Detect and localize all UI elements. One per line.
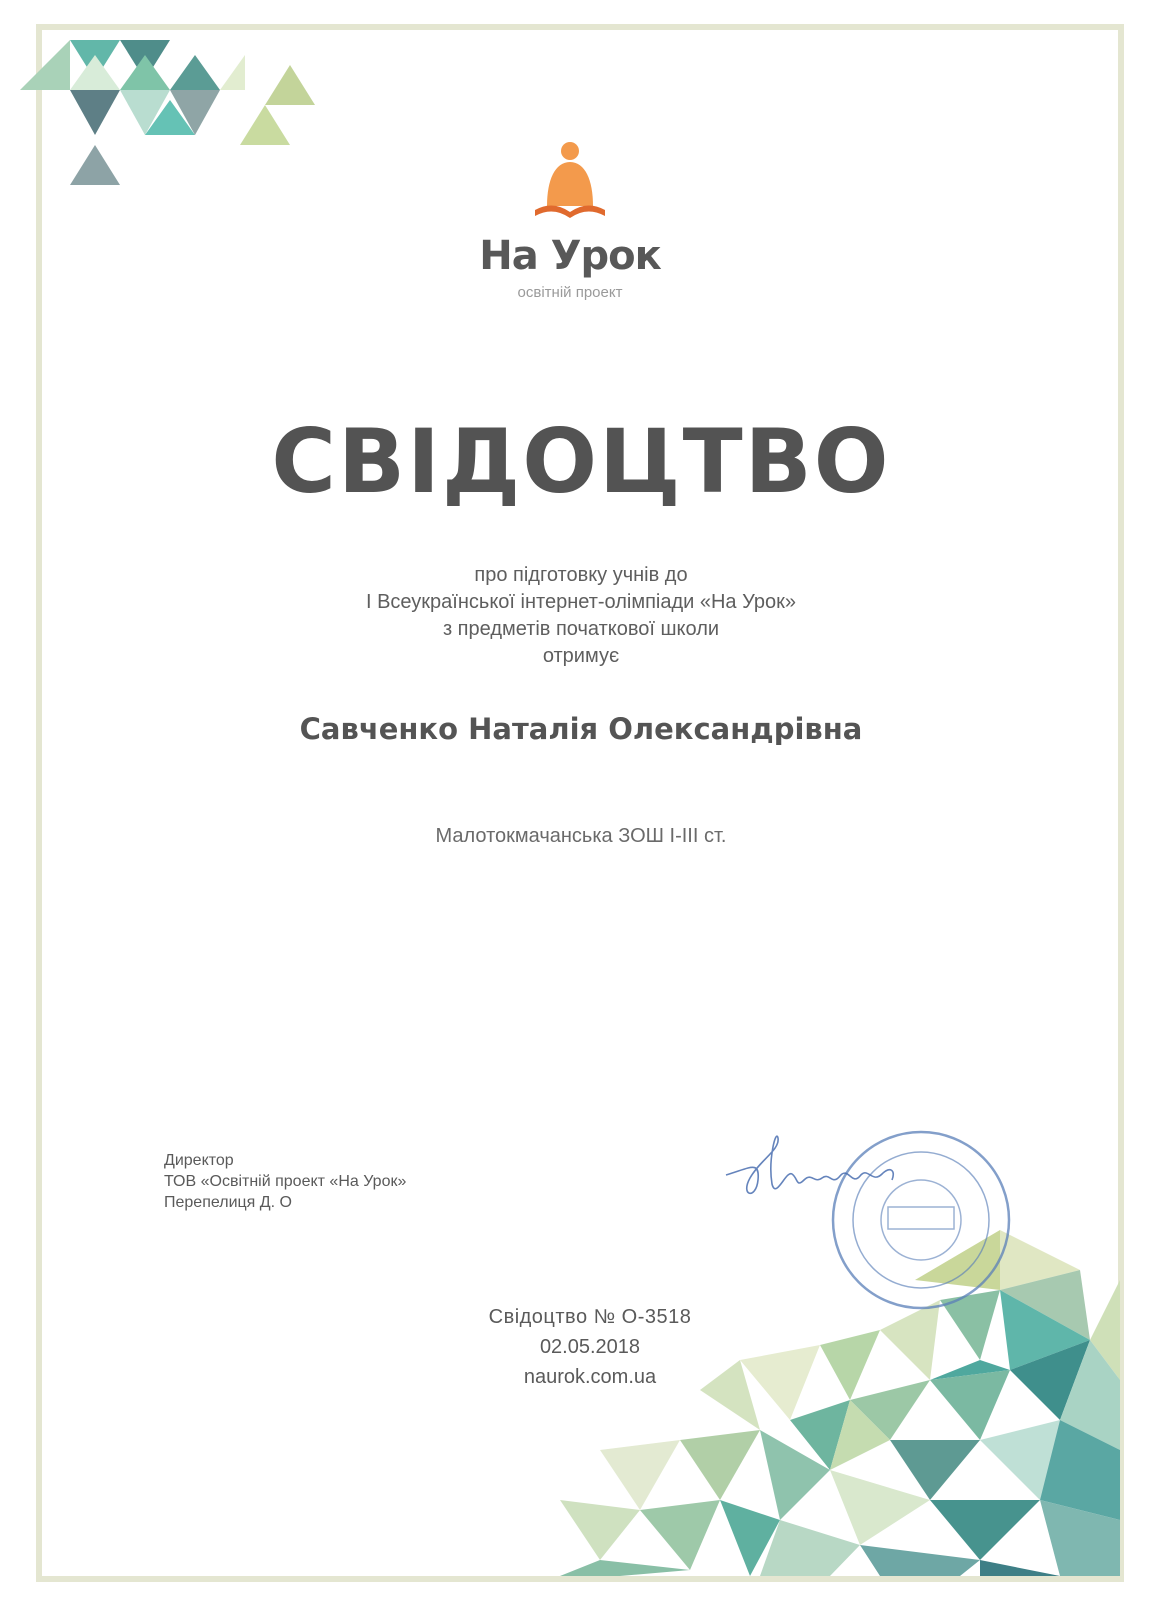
deco-triangle — [560, 1560, 690, 1576]
certificate-title: СВІДОЦТВО — [271, 410, 891, 513]
deco-triangle — [680, 1430, 760, 1500]
description-line: І Всеукраїнської інтернет-олімпіади «На Урок» — [365, 591, 797, 613]
deco-triangle — [600, 1440, 680, 1510]
certificate-number: Свідоцтво № О-3518 — [488, 1306, 692, 1328]
description-line: про підготовку учнів до — [474, 564, 688, 586]
deco-triangle — [830, 1470, 930, 1545]
deco-triangle — [930, 1500, 1040, 1560]
description-line: отримує — [542, 645, 620, 667]
deco-triangle — [860, 1545, 980, 1576]
description-line: з предметів початкової школи — [442, 618, 720, 640]
recipient-name: Савченко Наталія Олександрівна — [299, 712, 863, 746]
school-name: Малотокмачанська ЗОШ І-ІІІ ст. — [435, 825, 727, 847]
deco-triangle — [820, 1330, 880, 1400]
signatory-position: Директор — [164, 1152, 234, 1169]
director-signature — [720, 1130, 900, 1210]
certificate-website: naurok.com.ua — [523, 1366, 657, 1388]
signatory-organization: ТОВ «Освітній проект «На Урок» — [164, 1173, 407, 1190]
deco-triangle — [560, 1500, 640, 1560]
deco-triangle — [640, 1500, 720, 1570]
deco-triangle — [930, 1370, 1010, 1440]
deco-triangle — [980, 1560, 1060, 1576]
signatory-name: Перепелиця Д. О — [164, 1194, 292, 1211]
deco-triangle — [890, 1440, 980, 1500]
certificate-details — [390, 1302, 790, 1392]
brand-tagline: освітній проект — [517, 284, 623, 301]
certificate-date: 02.05.2018 — [539, 1336, 641, 1358]
brand-name: На Урок — [479, 233, 661, 279]
